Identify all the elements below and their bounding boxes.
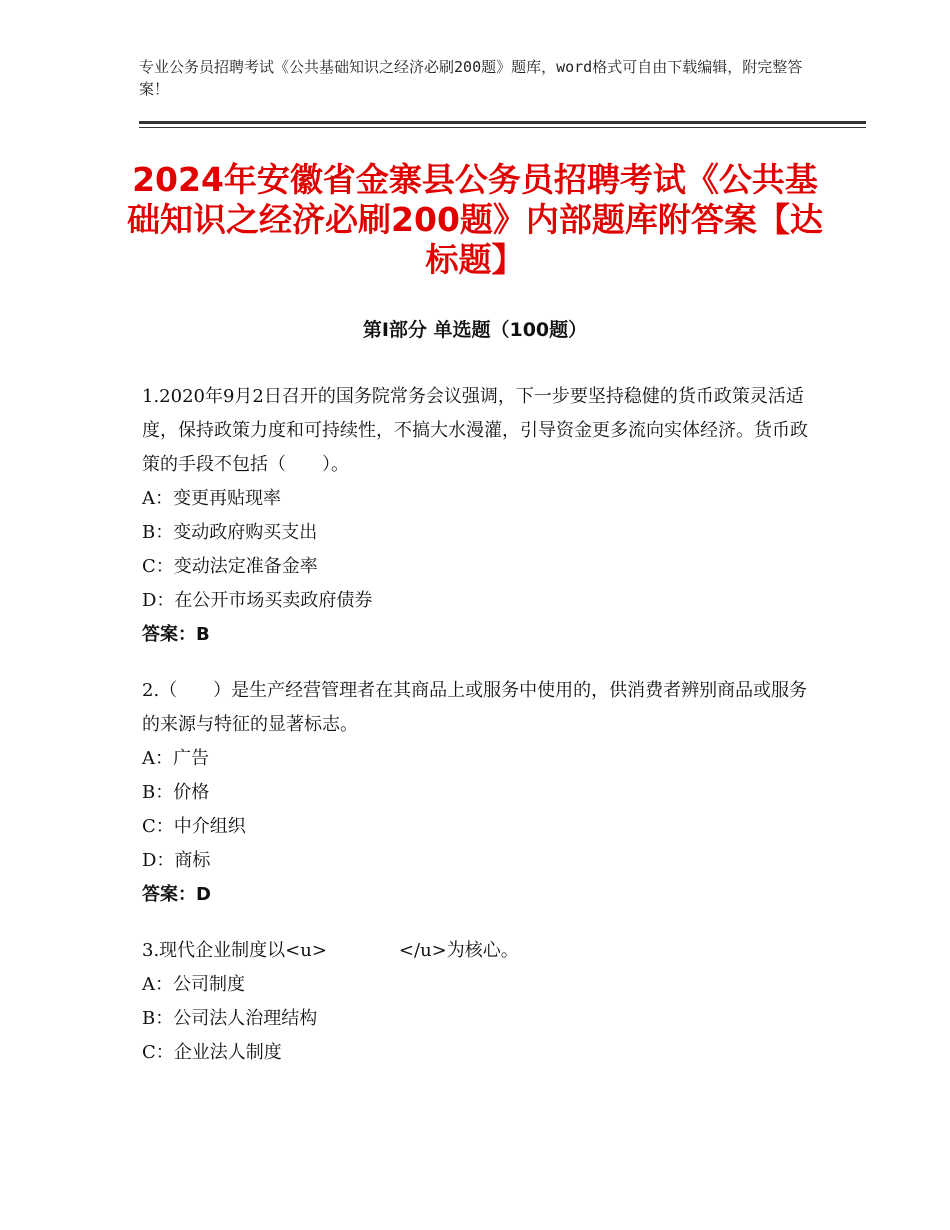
option-a: A：变更再贴现率 — [142, 488, 281, 509]
option-c: C：变动法定准备金率 — [142, 556, 318, 577]
document-title: 2024年安徽省金寨县公务员招聘考试《公共基础知识之经济必刷200题》内部题库附答案【达标题】 — [127, 160, 823, 279]
option-a: A：公司制度 — [142, 974, 245, 995]
question-stem: 1.2020年9月2日召开的国务院常务会议强调，下一步要坚持稳健的货币政策灵活适度，保持政策力度和可持续性，不搞大水漫灌，引导资金更多流向实体经济。货币政策的手段不包括（ ）。 — [142, 386, 808, 475]
option-b: B：价格 — [142, 782, 210, 803]
option-a: A：广告 — [142, 748, 209, 769]
option-c: C：企业法人制度 — [142, 1042, 282, 1063]
option-c: C：中介组织 — [142, 816, 246, 837]
question-1 — [142, 380, 814, 652]
header-rule-thin — [139, 127, 866, 128]
answer-label: 答案：B — [142, 624, 210, 645]
answer-label: 答案：D — [142, 884, 211, 905]
question-stem: 2.（ ）是生产经营管理者在其商品上或服务中使用的，供消费者辨别商品或服务的来源与特征的显著标志。 — [142, 680, 808, 735]
question-2 — [142, 674, 814, 912]
option-b: B：变动政府购买支出 — [142, 522, 318, 543]
option-d: D：在公开市场买卖政府债券 — [142, 590, 373, 611]
question-list — [142, 380, 814, 1092]
header-note: 专业公务员招聘考试《公共基础知识之经济必刷200题》题库，word格式可自由下载编辑，附完整答案！ — [139, 58, 803, 98]
question-3 — [142, 934, 814, 1070]
header-rule-thick — [139, 121, 866, 124]
option-d: D：商标 — [142, 850, 211, 871]
section-heading: 第Ⅰ部分 单选题（100题） — [362, 319, 588, 341]
option-b: B：公司法人治理结构 — [142, 1008, 318, 1029]
question-stem: 3.现代企业制度以<u> </u>为核心。 — [142, 940, 519, 961]
